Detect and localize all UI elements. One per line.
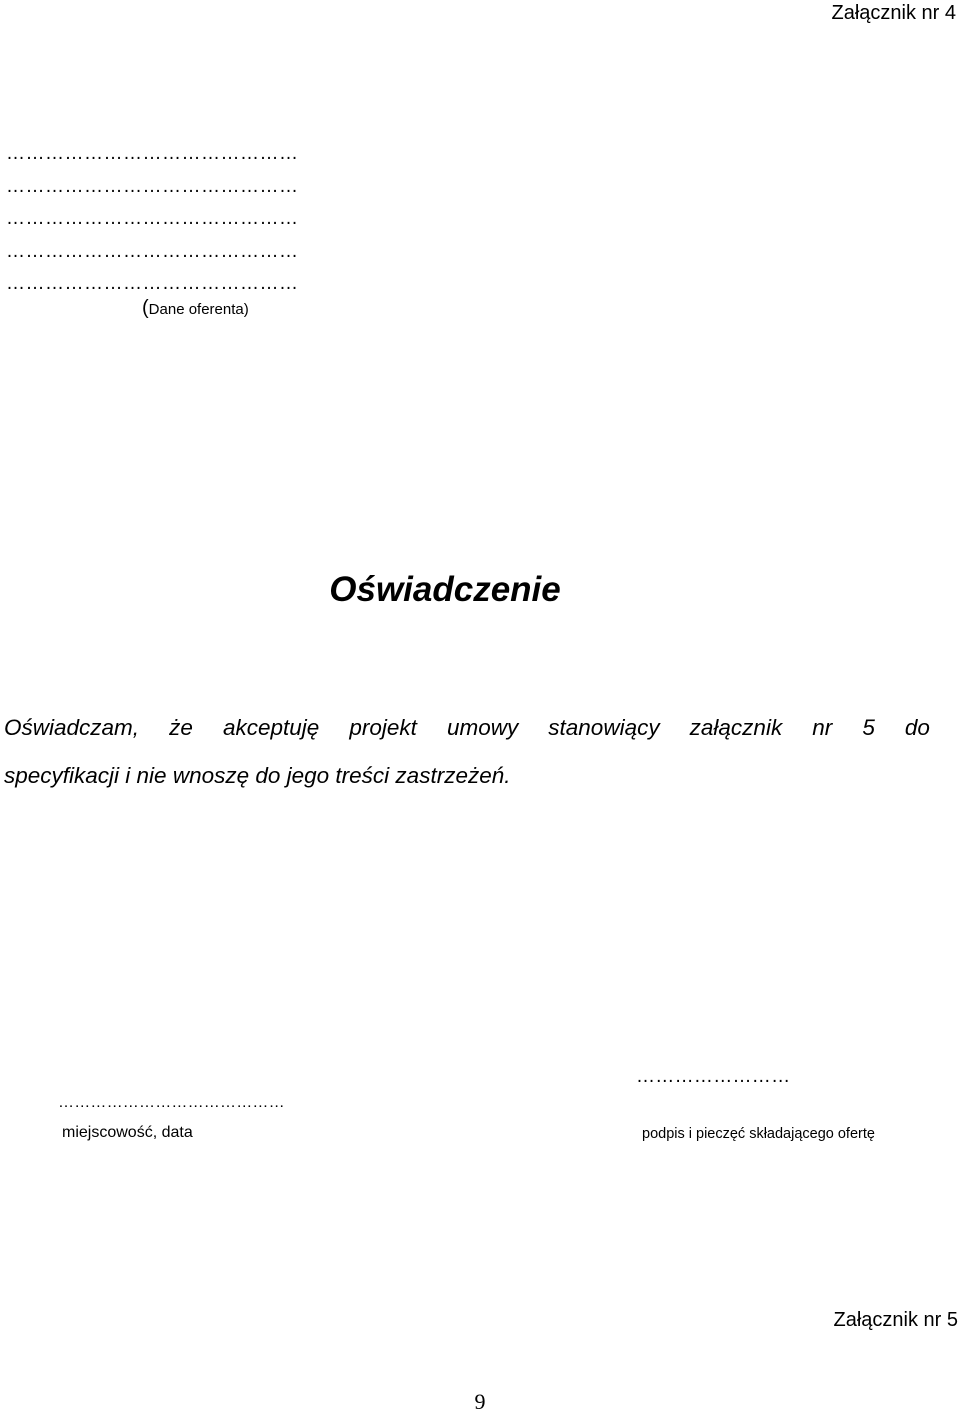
statement-word: umowy bbox=[446, 715, 519, 740]
place-date-dots: …………………………………… bbox=[58, 1094, 285, 1111]
statement-word: że bbox=[169, 715, 193, 740]
bidder-dot-line: ……………………………………… bbox=[6, 241, 299, 262]
statement-word: do bbox=[904, 715, 930, 740]
place-date-label: miejscowość, data bbox=[62, 1124, 193, 1141]
bidder-dot-line: ……………………………………… bbox=[6, 176, 299, 197]
statement-word: Oświadczam, bbox=[4, 715, 140, 740]
bidder-dot-line: ……………………………………… bbox=[6, 143, 299, 164]
document-title: Oświadczenie bbox=[329, 570, 561, 609]
statement-word: projekt bbox=[349, 715, 417, 740]
bidder-data-label bbox=[142, 297, 249, 320]
statement-word: 5 bbox=[862, 715, 875, 740]
statement-word: akceptuję bbox=[222, 715, 320, 740]
annex-number-bottom: Załącznik nr 5 bbox=[833, 1309, 958, 1331]
bidder-data-label-text: Dane oferenta) bbox=[148, 301, 249, 318]
bidder-dot-line: ……………………………………… bbox=[6, 208, 299, 229]
annex-number-top: Załącznik nr 4 bbox=[831, 2, 956, 24]
statement-line-1 bbox=[4, 715, 930, 741]
bidder-data-paren: ( bbox=[142, 297, 149, 319]
statement-word: załącznik bbox=[689, 715, 783, 740]
signature-dots: …………………… bbox=[636, 1066, 791, 1087]
statement-word: nr bbox=[812, 715, 833, 740]
bidder-dot-line: ……………………………………… bbox=[6, 273, 299, 294]
signature-label: podpis i pieczęć składającego ofertę bbox=[642, 1126, 875, 1142]
statement-word: stanowiący bbox=[548, 715, 660, 740]
statement-line-2: specyfikacji i nie wnoszę do jego treści zastrzeżeń. bbox=[4, 763, 511, 788]
page-number: 9 bbox=[474, 1389, 486, 1414]
